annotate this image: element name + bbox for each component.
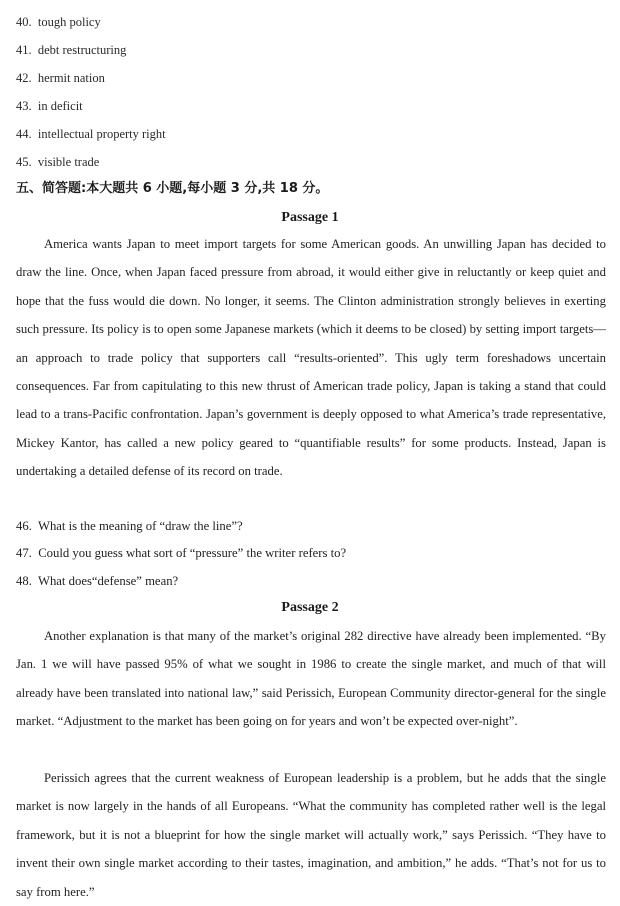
term-item bbox=[16, 124, 166, 144]
term-item bbox=[16, 12, 101, 32]
term-number: 44. bbox=[16, 127, 32, 141]
term-text: visible trade bbox=[37, 155, 100, 169]
term-item bbox=[16, 152, 99, 172]
term-text: hermit nation bbox=[37, 71, 105, 85]
term-text: tough policy bbox=[37, 15, 101, 29]
term-number: 40. bbox=[16, 15, 32, 29]
term-text: in deficit bbox=[37, 99, 83, 113]
term-item bbox=[16, 96, 83, 116]
passage-2-paragraph-1: Another explanation is that many of the market’s original 282 directive have already been implemented. “By Jan. 1 we will have passed 95% of what we sought in 1986 to create the single market, and much of that will already have been translated into national law,” said Perissich, European Community director-general for the single market. “Adjustment to the market has been going on for years and won’t be expected over-night”. bbox=[16, 629, 606, 729]
passage-1-title: Passage 1 bbox=[281, 210, 339, 225]
term-text: debt restructuring bbox=[37, 43, 127, 57]
passage-1-text: America wants Japan to meet import targets for some American goods. An unwilling Japan has decided to draw the line. Once, when Japan faced pressure from abroad, it would either give in reluctantly or keep quiet and hope that the fuss would die down. No longer, it seems. The Clinton administration strongly believes in exerting such pressure. Its policy is to open some Japanese markets (which it deems to be closed) by setting import targets—an approach to trade policy that supporters call “results-oriented”. This ugly term foreshadows uncertain consequences. Far from capitulating to this new thrust of American trade policy, Japan is taking a stand that could lead to a trans-Pacific confrontation. Japan’s government is deeply opposed to what America’s trade representative, Mickey Kantor, has called a new policy geared to “quantifiable results” for some products. Instead, Japan is undertaking a detailed defense of its record on trade. bbox=[16, 237, 606, 479]
question-text: Could you guess what sort of “pressure” the writer refers to? bbox=[38, 546, 347, 560]
section-heading: 五、简答题:本大题共 6 小题,每小题 3 分,共 18 分。 bbox=[16, 181, 329, 196]
passage-2-paragraph-2: Perissich agrees that the current weakness of European leadership is a problem, but he adds that the single market is now largely in the hands of all Europeans. “What the community has completed rather well is the legal framework, but it is not a blueprint for how the single market will actually work,” says Perissich. “They have to invent their own single market according to their tastes, imagination, and ambition,” he adds. “That’s not for us to say from here.” bbox=[16, 771, 606, 899]
term-item bbox=[16, 68, 105, 88]
question-number: 47. bbox=[16, 546, 32, 560]
question-item bbox=[16, 543, 346, 563]
term-item bbox=[16, 40, 126, 60]
term-text: intellectual property right bbox=[37, 127, 166, 141]
question-number: 48. bbox=[16, 574, 32, 588]
question-text: What does“defense” mean? bbox=[37, 574, 179, 588]
term-number: 45. bbox=[16, 155, 32, 169]
question-number: 46. bbox=[16, 519, 32, 533]
question-item bbox=[16, 571, 178, 591]
term-number: 42. bbox=[16, 71, 32, 85]
passage-2-title: Passage 2 bbox=[281, 600, 339, 615]
question-text: What is the meaning of “draw the line”? bbox=[37, 519, 243, 533]
question-item bbox=[16, 516, 243, 536]
term-number: 41. bbox=[16, 43, 32, 57]
term-number: 43. bbox=[16, 99, 32, 113]
